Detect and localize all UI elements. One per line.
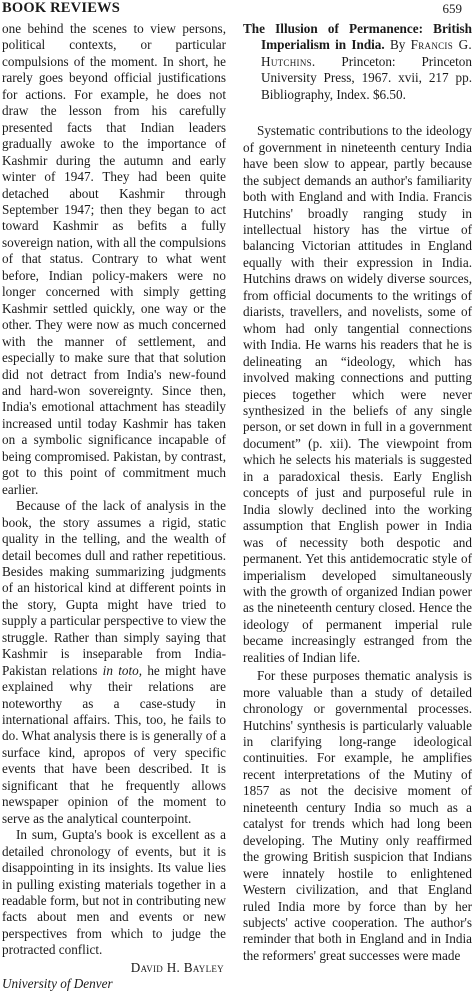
running-title: BOOK REVIEWS [2,0,121,16]
review-paragraph: Systematic contributions to the ideology of government in nineteenth century India have been slow to appear, partly because the subject demands an author's familiarity both with England and with India. Francis Hutchins' broadly ranging study in intellectual history has the virtue of balancing Victorian attitudes in England equally with their expression in India. Hutchins draws on widely diverse sources, from official documents to the writings of diarists, travellers, and novelists, some of whom had only tangential connections with India. He warns his readers that he is delineating an “ideology, which has involved making connections and putting pieces together which were never synthesized in the beliefs of any single person, or set down in full in a government document” (p. xii). The viewpoint from which he selects his materials is suggested in a paradoxical thesis. Early English concepts of just and purposeful rule in India slowly declined into the working assumption that English power in India was of necessity both despotic and permanent. Yet this antidemocratic style of imperialism developed simultaneously with the growth of organized Indian power as the nineteenth century closed. Hence the ideology of permanent imperial rule became increasingly estranged from the realities of Indian life. [243,123,472,665]
book-title: The Illusion of Permanence: British Imperialism in India. [243,21,472,53]
review-paragraph [2,498,226,827]
publication-details: Princeton: Princeton University Press, 1967. xvii, 217 pp. Bibliography, Index. $6.50. [261,53,472,102]
running-head [0,0,474,18]
reviewer-affiliation: University of Denver [2,976,113,992]
review-paragraph: In sum, Gupta's book is excellent as a detailed chronology of events, but it is disappointing in its insights. Its value lies in pulling existing materials together in a readable form, but not in contributing new facts about men and events or new perspectives from which to judge the protracted conflict. [2,827,226,958]
italic-phrase: in toto [102,662,139,678]
paragraph-text: , he might have explained why their relations are noteworthy as a case-study in international affairs. This, too, he fails to do. What analysis there is is generally of a surface kind, apropos of very specific events that have been described. It is significant that he frequently allows newspaper opinion of the moment to serve as the analytical counterpoint. [2,662,226,826]
reviewer-name: David H. Bayley [130,959,224,975]
right-column [243,21,472,964]
paragraph-text: Because of the lack of analysis in the book, the story assumes a rigid, static quality in the telling, and the wealth of detail becomes dull and rather repetitious. Besides making summarizing judgments of an historical kind at different points in the story, Gupta might have tried to supply a particular perspective to view the struggle. Rather than simply saying that Kashmir is inseparable from India-Pakistan relations [2,498,226,678]
book-citation [243,21,472,103]
review-paragraph: For these purposes thematic analysis is more valuable than a study of detailed chronology or governmental processes. Hutchins' synthesis is particularly valuable in clarifying long-range ideological continuities. For example, he amplifies recent interpretations of the Mutiny of 1857 as not the decisive moment of nineteenth century India so much as a catalyst for trends which had long been developing. The Mutiny only reaffirmed the growing British suspicion that Indians were innately hostile to enlightened Western civilization, and that England ruled India more by force than by her subjects' active cooperation. The author's reminder that both in England and in India the reformers' great successes were made [243,668,472,963]
left-column [2,21,226,993]
book-author: Francis G. Hutchins. [261,37,472,69]
review-paragraph-continued: one behind the scenes to view persons, political contexts, or particular compulsions of the moment. In short, he rarely goes beyond official justifications for actions. For example, he does not draw the lesson from his carefully presented facts that Indian leaders gradually awoke to the importance of Kashmir during the autumn and early winter of 1947. They had been quite detached about Kashmir through September 1947; then they began to act toward Kashmir as befits a fully sovereign nation, with all the compulsions of that status. Contrary to what went before, Indian policy-makers were no longer concerned with simply getting Kashmir settled quickly, one way or the other. They were now as much concerned with the manner of settlement, and especially to make sure that that solution did not detract from India's new-found and hard-won sovereignty. Since then, India's emotional attachment has steadily increased until today Kashmir has taken on a symbolic significance incapable of being compromised. Pakistan, by contrast, got to this point of commitment much earlier. [2,21,226,497]
by-word: By [389,37,406,53]
page-number: 659 [442,1,462,16]
